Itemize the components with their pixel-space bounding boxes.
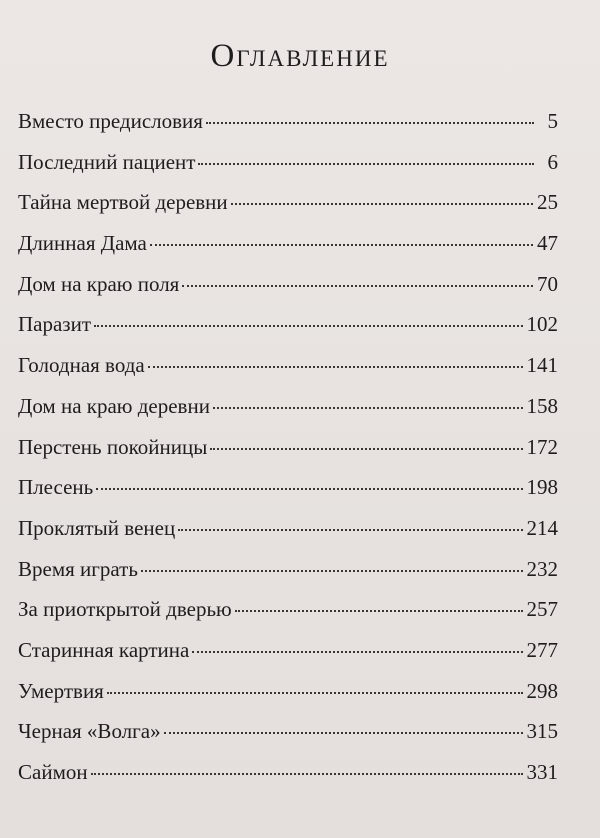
toc-entry-page: 102 bbox=[526, 312, 558, 337]
page-title: Оглавление bbox=[210, 38, 390, 74]
toc-entry-page: 315 bbox=[526, 719, 558, 744]
toc-leader-dots bbox=[107, 691, 523, 694]
toc-entry-page: 6 bbox=[547, 149, 558, 174]
toc-entry-title: Паразит bbox=[18, 312, 92, 337]
toc-entry-page: 5 bbox=[547, 109, 558, 133]
toc-leader-dots bbox=[150, 243, 533, 246]
toc-entry-page: 277 bbox=[526, 637, 558, 662]
toc-entry-page: 172 bbox=[526, 434, 558, 459]
toc-leader-dots bbox=[213, 406, 523, 409]
toc-entry bbox=[18, 752, 558, 793]
toc-entry bbox=[18, 264, 558, 305]
toc-leader-dots bbox=[148, 365, 523, 368]
toc-entry bbox=[18, 386, 558, 427]
toc-entry bbox=[18, 630, 558, 671]
toc-leader-dots bbox=[178, 528, 522, 531]
toc-leader-dots bbox=[141, 569, 523, 572]
toc-leader-dots bbox=[182, 284, 533, 287]
table-of-contents bbox=[18, 101, 558, 793]
toc-leader-dots bbox=[235, 609, 523, 612]
toc-leader-dots bbox=[91, 772, 523, 775]
toc-entry bbox=[18, 304, 558, 345]
toc-entry-title: Голодная вода bbox=[18, 353, 145, 378]
toc-entry bbox=[18, 101, 558, 142]
toc-entry-page: 25 bbox=[537, 190, 558, 215]
toc-entry-title: Дом на краю поля bbox=[18, 271, 180, 296]
toc-leader-dots bbox=[94, 324, 522, 327]
toc-entry-title: Последний пациент bbox=[18, 149, 196, 174]
toc-leader-dots bbox=[210, 447, 522, 450]
toc-entry-title: Тайна мертвой деревни bbox=[18, 190, 228, 215]
toc-entry-title: Проклятый венец bbox=[18, 515, 176, 540]
toc-entry-title: Дом на краю деревни bbox=[18, 393, 210, 418]
toc-entry bbox=[18, 671, 558, 712]
toc-entry-title: Саймон bbox=[18, 760, 88, 784]
toc-entry-title: Длинная Дама bbox=[18, 231, 147, 256]
toc-entry-title: Вместо предисловия bbox=[18, 109, 203, 133]
toc-entry-page: 232 bbox=[526, 556, 558, 581]
toc-entry bbox=[18, 467, 558, 508]
toc-entry bbox=[18, 345, 558, 386]
toc-entry bbox=[18, 427, 558, 468]
toc-leader-dots bbox=[206, 121, 534, 124]
toc-leader-dots bbox=[192, 650, 522, 653]
toc-leader-dots bbox=[96, 487, 522, 490]
toc-entry bbox=[18, 508, 558, 549]
toc-entry-page: 198 bbox=[526, 475, 558, 500]
toc-entry-page: 257 bbox=[526, 597, 558, 622]
toc-entry bbox=[18, 589, 558, 630]
toc-leader-dots bbox=[164, 731, 523, 734]
toc-entry bbox=[18, 142, 558, 183]
toc-entry-page: 158 bbox=[526, 393, 558, 418]
toc-entry-title: Черная «Волга» bbox=[18, 719, 161, 744]
toc-entry bbox=[18, 182, 558, 223]
toc-entry-page: 70 bbox=[537, 271, 558, 296]
toc-leader-dots bbox=[231, 202, 533, 205]
toc-entry bbox=[18, 549, 558, 590]
toc-entry-page: 47 bbox=[537, 231, 558, 256]
toc-entry-title: Старинная картина bbox=[18, 637, 190, 662]
toc-entry bbox=[18, 711, 558, 752]
toc-entry-title: Умертвия bbox=[18, 678, 104, 703]
toc-entry-page: 141 bbox=[526, 353, 558, 378]
toc-entry bbox=[18, 223, 558, 264]
toc-entry-title: Перстень покойницы bbox=[18, 434, 208, 459]
toc-entry-title: Плесень bbox=[18, 475, 94, 500]
toc-entry-page: 331 bbox=[526, 760, 558, 784]
toc-entry-title: Время играть bbox=[18, 556, 138, 581]
toc-entry-page: 298 bbox=[526, 678, 558, 703]
toc-entry-page: 214 bbox=[526, 515, 558, 540]
toc-leader-dots bbox=[198, 162, 534, 165]
toc-entry-title: За приоткрытой дверью bbox=[18, 597, 232, 622]
